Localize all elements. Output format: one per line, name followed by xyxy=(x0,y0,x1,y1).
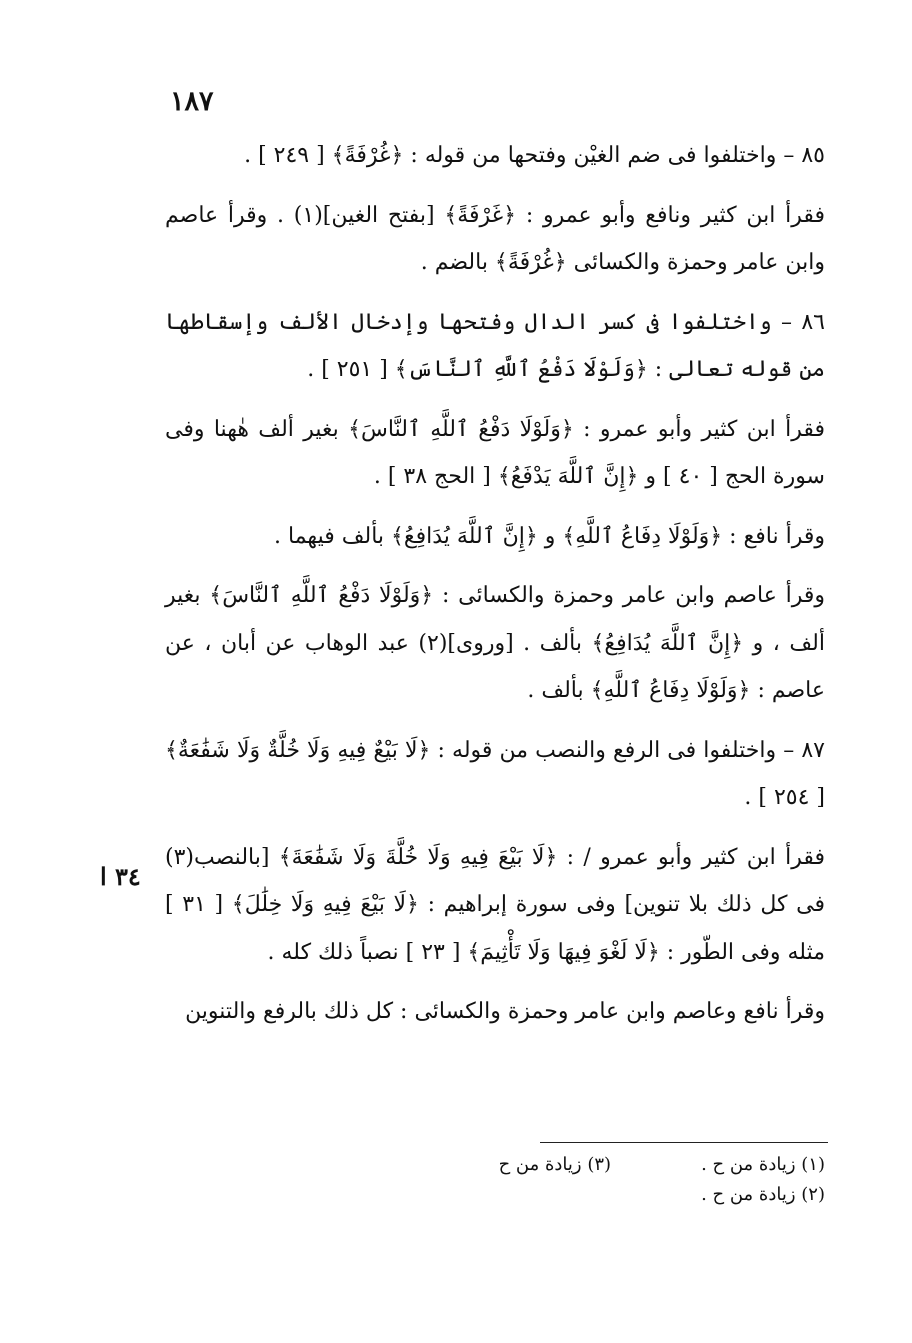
paragraph-86: ٨٦ – واختلفوا فى كسر الدال وفتحها وإدخال الألف وإسقاطها من قوله تعالى : ﴿وَلَوْلَا دَفْعُ ٱللَّهِ ٱلنَّاسَ﴾ [ ٢٥١ ] . xyxy=(165,309,825,382)
paragraph-86-reading-3: وقرأ عاصم وابن عامر وحمزة والكسائى : ﴿وَلَوْلَا دَفْعُ ٱللَّهِ ٱلنَّاسَ﴾ بغير ألف ، و ﴿إِنَّ ٱللَّهَ يُدَافِعُ﴾ بألف . [وروى](٢) عبد الوهاب عن أبان ، عن عاصم : ﴿وَلَوْلَا دِفَاعُ ٱللَّهِ﴾ بألف . xyxy=(165,583,825,703)
footnote-divider xyxy=(540,1142,828,1143)
paragraph-87-reading-1: فقرأ ابن كثير وأبو عمرو / : ﴿لَا بَيْعَ فِيهِ وَلَا خُلَّةَ وَلَا شَفَٰعَةَ﴾ [بالنصب(٣) فى كل ذلك بلا تنوين] وفى سورة إبراهيم : ﴿لَا بَيْعَ فِيهِ وَلَا خِلَٰلَ﴾ [ ٣١ ] مثله وفى الطّور : ﴿لَا لَغْوَ فِيهَا وَلَا تَأْثِيمَ﴾ [ ٢٣ ] نصباً ذلك كله . xyxy=(165,844,825,965)
paragraph-86-reading-2: وقرأ نافع : ﴿وَلَوْلَا دِفَاعُ ٱللَّهِ﴾ و ﴿إِنَّ ٱللَّهَ يُدَافِعُ﴾ بألف فيهما . xyxy=(274,523,825,549)
paragraph-87-reading-2: وقرأ نافع وعاصم وابن عامر وحمزة والكسائى : كل ذلك بالرفع والتنوين xyxy=(185,999,825,1024)
footnotes xyxy=(165,1150,825,1210)
main-text xyxy=(165,132,825,1048)
footnote-1: (١) زيادة من ح . xyxy=(701,1154,825,1175)
paragraph-85: ٨٥ – واختلفوا فى ضم الغيْن وفتحها من قوله : ﴿غُرْفَةً﴾ [ ٢٤٩ ] . xyxy=(244,143,825,168)
footnote-3: (٣) زيادة من ح xyxy=(498,1154,612,1175)
margin-folio-note: ٣٤ ا xyxy=(100,862,141,891)
paragraph-86-reading-1: فقرأ ابن كثير وأبو عمرو : ﴿وَلَوْلَا دَفْعُ ٱللَّهِ ٱلنَّاسَ﴾ بغير ألف هٰهنا وفى سورة الحج [ ٤٠ ] و ﴿إِنَّ ٱللَّهَ يَدْفَعُ﴾ [ الحج ٣٨ ] . xyxy=(165,416,825,489)
page-number: ١٨٧ xyxy=(170,86,214,117)
footnote-2: (٢) زيادة من ح . xyxy=(701,1184,825,1205)
paragraph-87: ٨٧ – واختلفوا فى الرفع والنصب من قوله : ﴿لَا بَيْعٌ فِيهِ وَلَا خُلَّةٌ وَلَا شَفَٰعَةٌ﴾ [ ٢٥٤ ] . xyxy=(165,737,825,810)
paragraph-85-readings: فقرأ ابن كثير ونافع وأبو عمرو : ﴿غَرْفَةً﴾ [بفتح الغين](١) . وقرأ عاصم وابن عامر وحمزة والكسائى ﴿غُرْفَةً﴾ بالضم . xyxy=(165,202,825,275)
